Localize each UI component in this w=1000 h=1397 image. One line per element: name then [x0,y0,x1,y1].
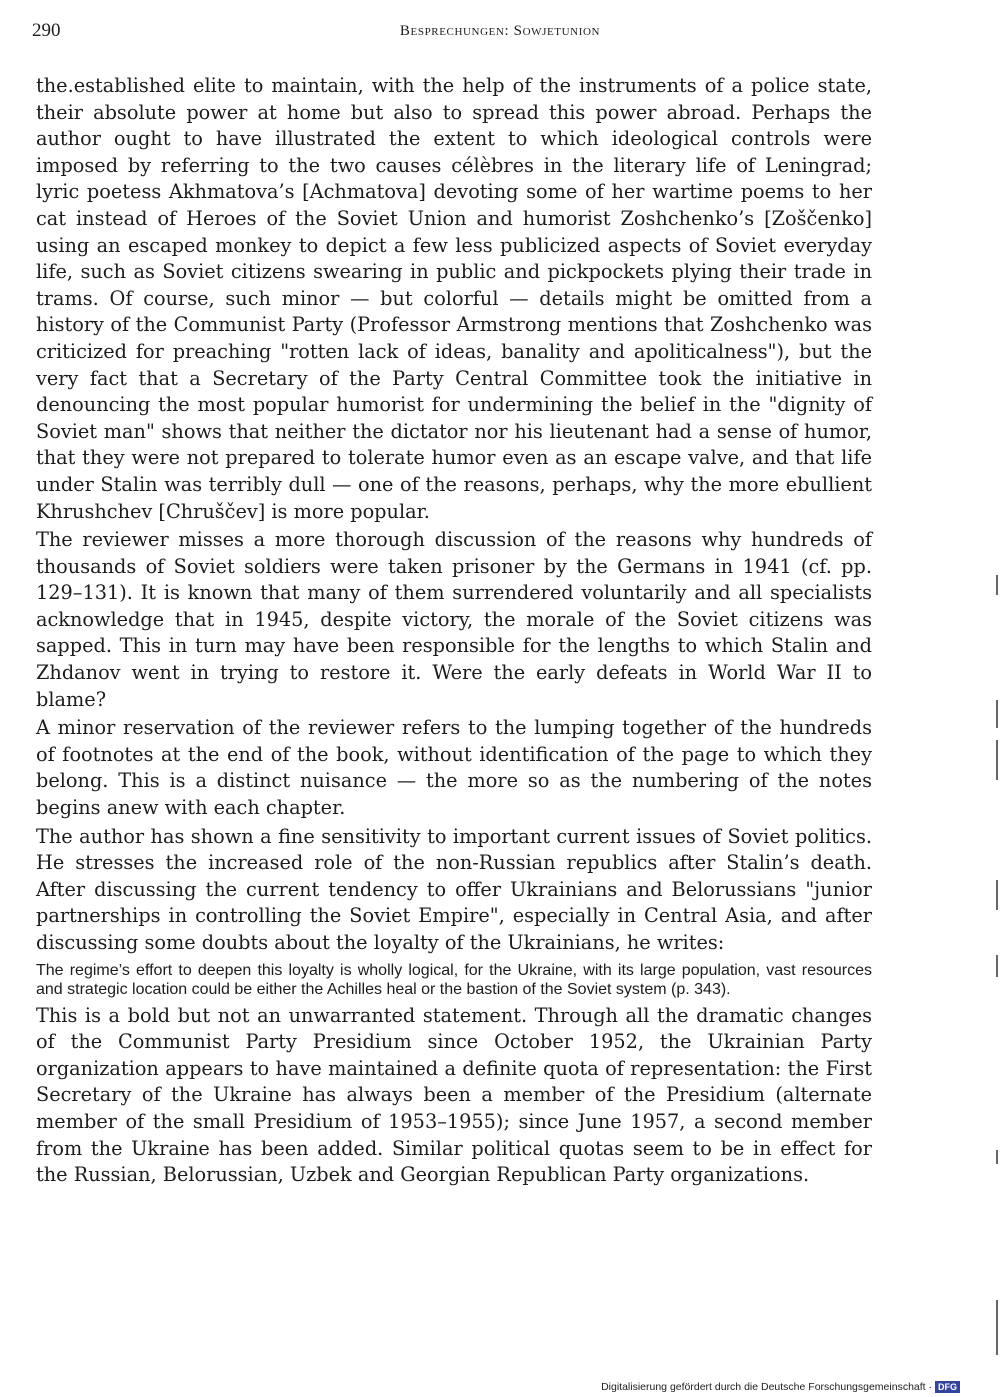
article-body [36,73,872,1189]
margin-mark [996,700,998,728]
dfg-badge: DFG [935,1381,960,1393]
paragraph-1: the.established elite to maintain, with the help of the instruments of a police state, their absolute power at home but also to spread this power abroad. Perhaps the author ought to have illustrated the extent to which ideological controls were imposed by referring to the two causes célèbres in the literary life of Leningrad; lyric poetess Akhmatova’s [Achmatova] devoting some of her wartime poems to her cat instead of Heroes of the Soviet Union and humorist Zoshchenko’s [Zoščenko] using an escaped monkey to depict a few less publicized aspects of Soviet everyday life, such as Soviet citizens swearing in public and pickpockets plying their trade in trams. Of course, such minor — but colorful — details might be omitted from a history of the Communist Party (Professor Armstrong mentions that Zoshchenko was criticized for preaching "rotten lack of ideas, banality and apoliticalness"), but the very fact that a Secretary of the Party Central Committee took the initiative in denouncing the most popular humorist for undermining the belief in the "dignity of Soviet man" shows that neither the dictator nor his lieutenant had a sense of humor, that they were not prepared to tolerate humor even as an escape valve, and that life under Stalin was terribly dull — one of the reasons, perhaps, why the more ebullient Khrushchev [Chruščev] is more popular. [36,74,872,523]
paragraph-3: A minor reservation of the reviewer refers to the lumping together of the hundreds of footnotes at the end of the book, without identification of the page to which they belong. This is a distinct nuisance — the more so as the numbering of the notes begins anew with each chapter. [36,716,872,820]
block-quote: The regime’s effort to deepen this loyalty is wholly logical, for the Ukraine, with its large population, vast resources and strategic location could be either the Achilles heal or the bastion of the Soviet system (p. 343). [36,961,872,998]
paragraph-5: This is a bold but not an unwarranted statement. Through all the dramatic changes of the Communist Party Presidium since October 1952, the Ukrainian Party organization appears to have maintained a definite quota of representation: the First Secretary of the Ukraine has always been a member of the Presidium (alternate member of the small Presidium of 1953–1955); since June 1957, a second member from the Ukraine has been added. Similar political quotas seem to be in effect for the Russian, Belorussian, Uzbek and Georgian Republican Party organizations. [36,1003,872,1187]
paragraph-4: The author has shown a fine sensitivity to important current issues of Soviet politics. He stresses the increased role of the non-Russian republics after Stalin’s death. After discussing the current tendency to offer Ukrainians and Belorussians "junior partnerships in controlling the Soviet Empire", especially in Central Asia, and after discussing some doubts about the loyalty of the Ukrainians, he writes: [36,824,872,954]
margin-mark [996,1300,998,1355]
margin-mark [996,1150,998,1164]
footer-credit [601,1381,960,1393]
margin-mark [996,880,998,910]
paragraph-2: The reviewer misses a more thorough discussion of the reasons why hundreds of thousands of Soviet soldiers were taken prisoner by the Germans in 1941 (cf. pp. 129–131). It is known that many of them surrendered voluntarily and all specialists acknowledge that in 1945, despite victory, the morale of the Soviet citizens was sapped. This in turn may have been responsible for the lengths to which Stalin and Zhdanov went in trying to restore it. Were the early defeats in World War II to blame? [36,528,872,711]
margin-mark [996,955,998,977]
footer-text: Digitalisierung gefördert durch die Deutsche Forschungsgemeinschaft · [601,1381,932,1393]
page-number: 290 [32,20,61,41]
running-head: Besprechungen: Sowjetunion [399,23,601,39]
margin-mark [996,575,998,595]
margin-mark [996,740,998,780]
